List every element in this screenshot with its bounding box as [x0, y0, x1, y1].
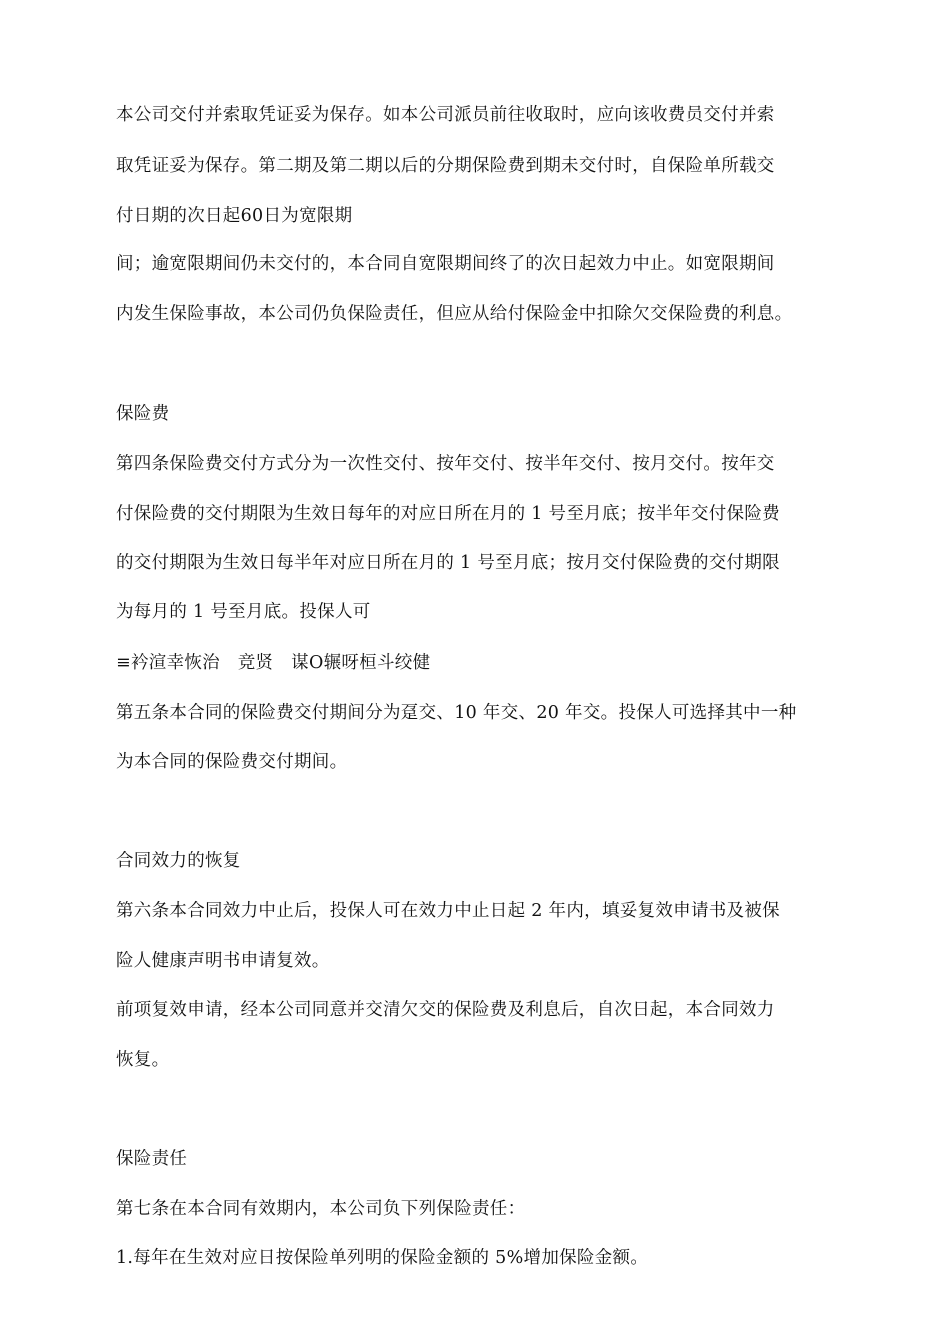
section-heading: 合同效力的恢复: [116, 851, 241, 871]
garbled-line: ≡衿渲幸恢治 竞贤 谋O辗呀桓斗绞健: [116, 653, 431, 673]
section-heading: 保险责任: [116, 1149, 188, 1169]
paragraph-line: 内发生保险事故，本公司仍负保险责任，但应从给付保险金中扣除欠交保险费的利息。: [116, 304, 793, 324]
paragraph-line: 前项复效申请，经本公司同意并交清欠交的保险费及利息后，自次日起，本合同效力: [116, 1000, 775, 1020]
paragraph-line: 间；逾宽限期间仍未交付的，本合同自宽限期间终了的次日起效力中止。如宽限期间: [116, 254, 775, 274]
section-heading: 保险费: [116, 404, 170, 424]
paragraph-line: 付保险费的交付期限为生效日每年的对应日所在月的 1 号至月底；按半年交付保险费: [116, 504, 780, 524]
paragraph-line: 险人健康声明书申请复效。: [116, 951, 330, 971]
paragraph-line: 第七条在本合同有效期内，本公司负下列保险责任：: [116, 1199, 526, 1219]
paragraph-line: 本公司交付并索取凭证妥为保存。如本公司派员前往收取时，应向该收费员交付并索: [116, 105, 775, 125]
paragraph-line: 第六条本合同效力中止后，投保人可在效力中止日起 2 年内，填妥复效申请书及被保: [116, 901, 780, 921]
paragraph-line: 第四条保险费交付方式分为一次性交付、按年交付、按半年交付、按月交付。按年交: [116, 454, 775, 474]
paragraph-line: 1.每年在生效对应日按保险单列明的保险金额的 5%增加保险金额。: [116, 1248, 649, 1268]
paragraph-line: 为本合同的保险费交付期间。: [116, 752, 348, 772]
paragraph-line: 的交付期限为生效日每半年对应日所在月的 1 号至月底；按月交付保险费的交付期限: [116, 553, 780, 573]
paragraph-line: 为每月的 1 号至月底。投保人可: [116, 602, 371, 622]
paragraph-line: 付日期的次日起60日为宽限期: [116, 206, 353, 226]
paragraph-line: 恢复。: [116, 1050, 170, 1070]
paragraph-line: 第五条本合同的保险费交付期间分为趸交、10 年交、20 年交。投保人可选择其中一种: [116, 703, 797, 723]
paragraph-line: 取凭证妥为保存。第二期及第二期以后的分期保险费到期未交付时，自保险单所载交: [116, 156, 775, 176]
